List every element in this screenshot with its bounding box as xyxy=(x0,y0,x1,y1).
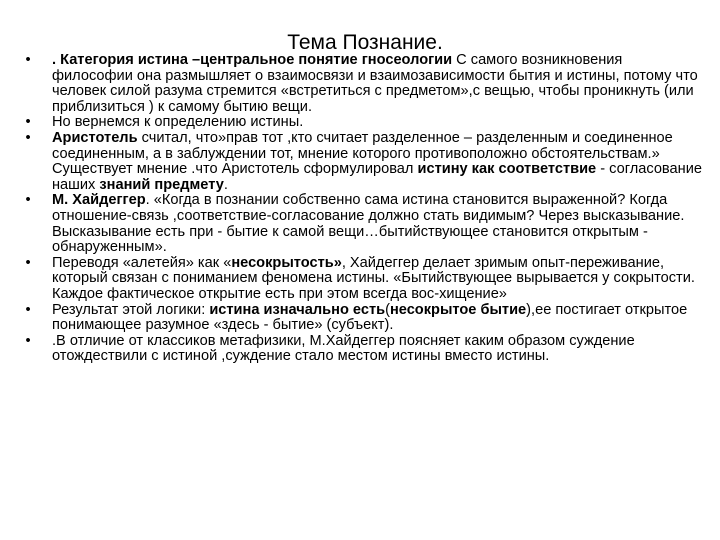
bold-text: истина изначально есть xyxy=(209,301,386,318)
bullet-dot-icon: • xyxy=(25,332,31,349)
bold-text: знаний предмету xyxy=(99,176,224,193)
bullet-item xyxy=(22,193,702,255)
text-run: .В отличие от классиков метафизики, М.Хайдеггер поясняет каким образом суждение отождествили с истиной ,суждение стало местом истины вместо истины. xyxy=(52,332,635,365)
bullet-item xyxy=(22,131,702,193)
bullet-item xyxy=(22,256,702,303)
text-run: . xyxy=(223,176,228,193)
bullet-dot-icon: • xyxy=(25,301,31,318)
text-run: , Хайдеггер делает зримым опыт-переживание, который связан с пониманием феномена истины. «Бытийствующее вырывается у сокрытости. Каждое фактическое открытие есть при этом всегда вос-хищение» xyxy=(52,254,695,302)
bullet-item xyxy=(22,115,702,131)
bullet-item xyxy=(22,334,702,365)
bullet-dot-icon: • xyxy=(25,192,31,209)
text-run: Переводя «алетейя» как « xyxy=(52,254,232,271)
bold-text: М. Хайдеггер xyxy=(52,192,146,209)
text-run: - согласование наших xyxy=(52,161,702,193)
bold-text: истину как соответствие xyxy=(417,161,597,178)
text-run: Но вернемся к определению истины. xyxy=(52,114,304,131)
text-run: С самого возникновения философии она размышляет о взаимосвязи и взаимозависимости бытия и истины, потому что человек силой разума стремится «встретиться с предметом»,с вещью, чтобы проникнуть (или приблизиться ) к самому бытию вещи. xyxy=(52,52,698,115)
bullet-list xyxy=(22,53,702,365)
bullet-item xyxy=(22,303,702,334)
text-run: считал, что»прав тот ,кто считает разделенное – разделенным и соединенное соединенным, а в заблуждении тот, мнение которого противоположно обстоятельствам.» Существует мнение .что Аристотель сформулировал xyxy=(52,129,673,178)
text-run: . «Когда в познании собственно сама истина становится выраженной? Когда отношение-связь ,соответствие-согласование должно стать видимым? Через высказывание. Высказывание есть при - бытие к самой вещи…бытийствующее становится открытым - обнаруженным». xyxy=(52,192,685,256)
bullet-dot-icon: • xyxy=(25,114,31,131)
text-run: ( xyxy=(385,301,390,318)
bold-text: Аристотель xyxy=(52,129,138,146)
text-run: ),ее постигает открытое понимающее разумное «здесь - бытие» (субъект). xyxy=(52,301,688,334)
bullet-dot-icon: • xyxy=(25,254,31,271)
bold-text: . Категория истина –центральное понятие гносеологии xyxy=(52,52,453,68)
bullet-item xyxy=(22,53,702,115)
slide-title: Тема Познание. xyxy=(287,31,443,54)
bold-text: несокрытое бытие xyxy=(389,301,527,318)
text-run: Результат этой логики: xyxy=(52,301,210,318)
bullet-dot-icon: • xyxy=(25,52,31,68)
bullet-dot-icon: • xyxy=(25,129,31,146)
bold-text: несокрытость» xyxy=(231,254,342,271)
